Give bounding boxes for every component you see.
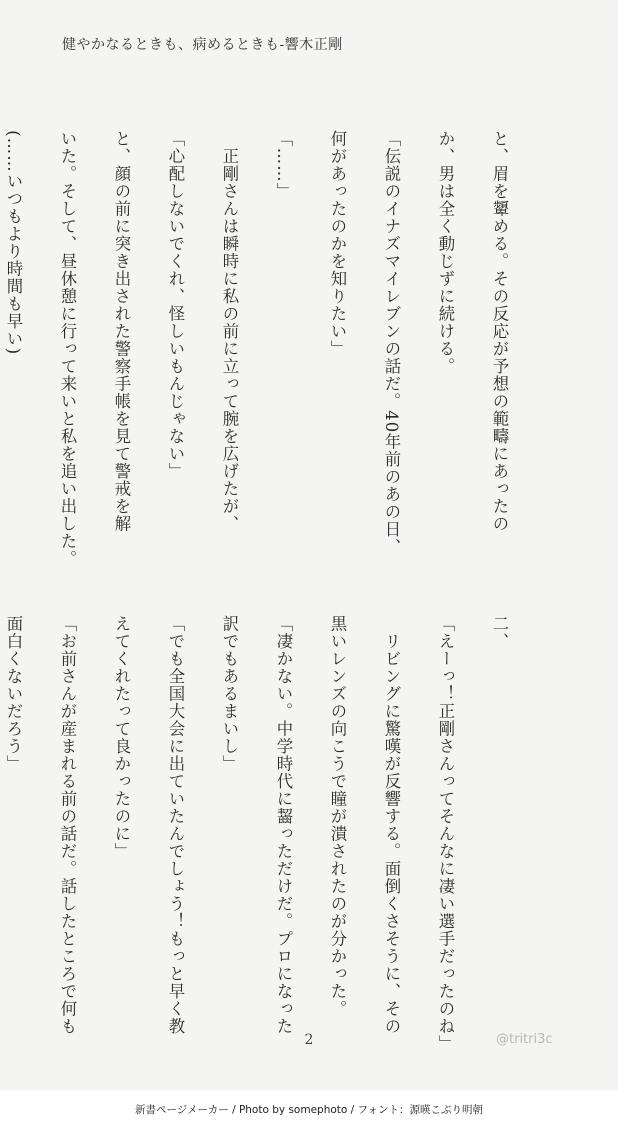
text-line: 面白くないだろう」	[4, 615, 23, 773]
text-line: 訳でもあるまいし」	[220, 615, 239, 773]
text-line: 「凄かない。中学時代に齧っただけだ。プロになった	[274, 615, 293, 1036]
text-line: 「でも全国大会に出ていたんでしょう！もっと早く教	[166, 615, 185, 1036]
upper-text-block	[0, 105, 540, 568]
text-line: えてくれたって良かったのに」	[112, 615, 131, 861]
footer-credit: 新書ページメーカー / Photo by somephoto / フォント：源暎こぶり明朝	[134, 1104, 484, 1116]
text-line: いた。そして、昼休憩に行って来いと私を追い出した。	[58, 130, 77, 568]
text-line: 正剛さんは瞬時に私の前に立って腕を広げたが、	[220, 130, 239, 533]
page-number: 2	[304, 1032, 314, 1048]
section-heading: 二、	[490, 615, 509, 651]
text-line: リビングに驚嘆が反響する。面倒くさそうに、その	[382, 615, 401, 1036]
text-line: (……いつもより時間も早い)	[4, 130, 23, 356]
text-line: と、顔の前に突き出された警察手帳を見て警戒を解	[112, 130, 131, 533]
text-line: 「伝説のイナズマイレブンの話だ。40年前のあの日、	[382, 130, 401, 556]
text-line: 何があったのかを知りたい」	[328, 130, 347, 358]
text-line: 「お前さんが産まれる前の話だ。話したところで何も	[58, 615, 77, 1036]
text-line: か、男は全く動じずに続ける。	[436, 130, 455, 376]
header-title: 健やかなるときも、病めるときも-響木正剛	[62, 37, 343, 53]
text-line: 「心配しないでくれ、怪しいもんじゃない」	[166, 130, 185, 481]
text-line: 黒いレンズの向こうで瞳が潰されたのが分かった。	[328, 615, 347, 1018]
text-line: と、眉を顰める。その反応が予想の範疇にあったの	[490, 130, 509, 533]
watermark-handle: @tritri3c	[496, 1032, 553, 1047]
text-line: 「……」	[274, 130, 293, 201]
text-line: 「えーっ！正剛さんってそんなに凄い選手だったのね」	[436, 615, 455, 1053]
